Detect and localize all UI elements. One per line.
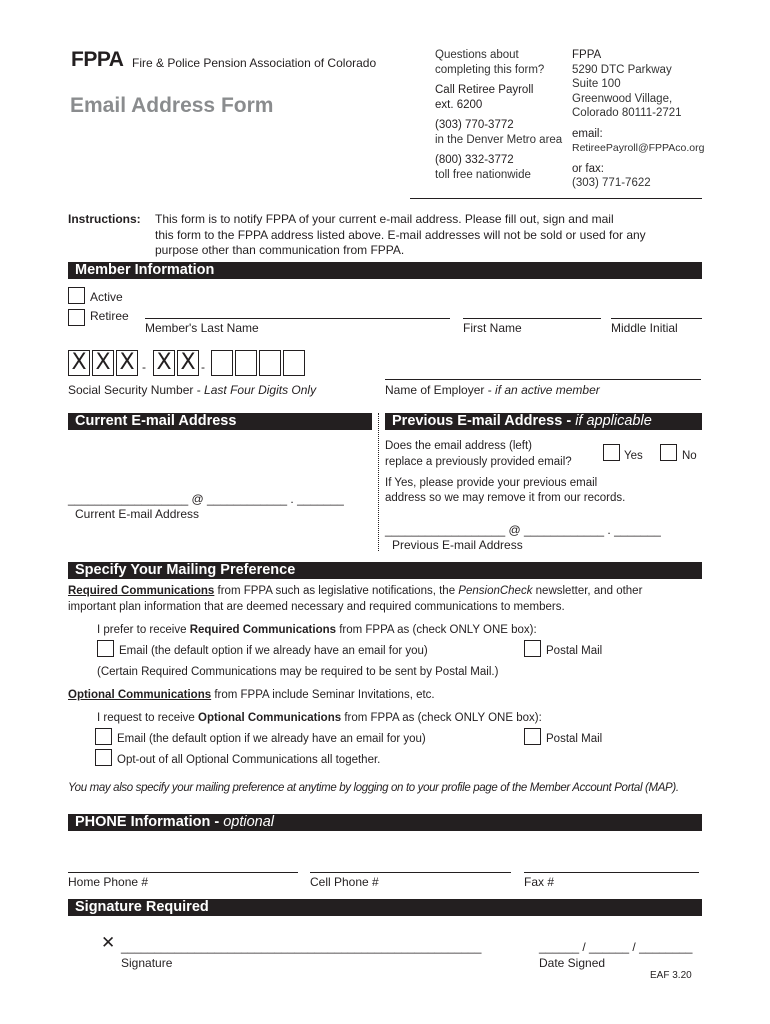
contact-info xyxy=(435,48,562,182)
opt-out-checkbox[interactable] xyxy=(95,749,112,766)
required-postal-label: Postal Mail xyxy=(546,645,603,657)
optional-request xyxy=(97,711,542,725)
signature-label: Signature xyxy=(121,956,173,970)
optional-request-bold: Optional Communications xyxy=(198,712,342,724)
fppa-logo: FPPA xyxy=(71,48,124,71)
contact-phone-2-note: toll free nationwide xyxy=(435,168,531,181)
required-email-label: Email (the default option if we already have an email for you) xyxy=(119,645,428,657)
last-name-label: Member's Last Name xyxy=(145,321,259,335)
first-name-field[interactable] xyxy=(463,318,601,319)
ssn-mask-1: X xyxy=(68,350,90,376)
required-prefer-2: from FPPA as (check ONLY ONE box): xyxy=(336,624,537,636)
instructions-line-1: This form is to notify FPPA of your current e-mail address. Please fill out, sign and mail xyxy=(155,212,614,226)
address-line-2: Suite 100 xyxy=(572,78,621,90)
form-title: Email Address Form xyxy=(70,94,274,117)
retiree-label: Retiree xyxy=(90,309,129,323)
header-divider xyxy=(410,198,702,199)
instructions-line-2: this form to the FPPA address listed above. E-mail addresses will not be sold or used for any xyxy=(155,228,646,242)
optional-email-checkbox[interactable] xyxy=(95,728,112,745)
retiree-checkbox[interactable] xyxy=(68,309,85,326)
employer-label-italic: if an active member xyxy=(495,383,600,397)
required-description-2: important plan information that are deemed necessary and required communications to members. xyxy=(68,601,565,613)
signature-header: Signature Required xyxy=(68,899,702,916)
optional-request-2: from FPPA as (check ONLY ONE box): xyxy=(341,712,542,724)
no-label: No xyxy=(682,450,697,462)
middle-initial-label: Middle Initial xyxy=(611,321,678,335)
required-text-1: from FPPA such as legislative notifications, the xyxy=(214,585,459,597)
required-prefer-1: I prefer to receive xyxy=(97,624,190,636)
optional-postal-checkbox[interactable] xyxy=(524,728,541,745)
email-label: email: xyxy=(572,127,603,140)
fax-label: or fax: xyxy=(572,162,604,175)
ssn-dash-1: - xyxy=(142,360,146,374)
previous-email-title: Previous E-mail Address - xyxy=(392,413,576,429)
fax-number: (303) 771-7622 xyxy=(572,177,651,189)
date-label: Date Signed xyxy=(539,956,606,970)
optional-postal-label: Postal Mail xyxy=(546,733,603,745)
cell-phone-label: Cell Phone # xyxy=(310,875,379,889)
optional-request-1: I request to receive xyxy=(97,712,198,724)
ssn-mask-2: X xyxy=(92,350,114,376)
phone-info-header xyxy=(68,814,702,831)
yes-checkbox[interactable] xyxy=(603,444,620,461)
last-name-field[interactable] xyxy=(145,318,450,319)
ssn-digit-1[interactable] xyxy=(211,350,233,376)
contact-phone-1-note: in the Denver Metro area xyxy=(435,133,563,146)
required-postal-checkbox[interactable] xyxy=(524,640,541,657)
employer-label xyxy=(385,383,600,397)
mailing-preference-header: Specify Your Mailing Preference xyxy=(68,562,702,579)
address-name: FPPA xyxy=(572,49,602,61)
contact-question-1: Questions about xyxy=(435,49,519,61)
fax-label-field: Fax # xyxy=(524,875,555,889)
required-prefer-bold: Required Communications xyxy=(189,624,337,636)
address-line-4: Colorado 80111-2721 xyxy=(572,107,682,119)
required-email-checkbox[interactable] xyxy=(97,640,114,657)
home-phone-field[interactable] xyxy=(68,872,298,873)
ssn-digit-4[interactable] xyxy=(283,350,305,376)
ssn-mask-3: X xyxy=(116,350,138,376)
contact-question-2: completing this form? xyxy=(435,63,545,76)
employer-field[interactable] xyxy=(385,379,701,380)
ssn-dash-2: - xyxy=(201,360,205,374)
required-note: (Certain Required Communications may be required to be sent by Postal Mail.) xyxy=(97,666,499,678)
fax-field[interactable] xyxy=(524,872,699,873)
ssn-label-italic: Last Four Digits Only xyxy=(204,383,317,397)
home-phone-label: Home Phone # xyxy=(68,875,149,889)
signature-x-icon: ✕ xyxy=(101,933,116,953)
required-text-2: newsletter, and other xyxy=(532,585,643,597)
ssn-label-text: Social Security Number - xyxy=(68,383,205,397)
map-note: You may also specify your mailing preference at anytime by logging on to your profile page of the Member Account Portal (MAP). xyxy=(68,782,679,794)
required-prefer xyxy=(97,623,537,637)
replace-question-2: replace a previously provided email? xyxy=(385,456,572,468)
instructions-label: Instructions: xyxy=(68,212,141,226)
previous-email-field[interactable]: __________________ @ ____________ . _______ xyxy=(385,523,661,537)
address-line-1: 5290 DTC Parkway xyxy=(572,63,672,76)
ssn-label xyxy=(68,383,316,397)
form-code: EAF 3.20 xyxy=(650,970,692,981)
active-label: Active xyxy=(90,290,123,304)
first-name-label: First Name xyxy=(463,321,522,335)
middle-initial-field[interactable] xyxy=(611,318,702,319)
opt-out-label: Opt-out of all Optional Communications all together. xyxy=(117,754,381,766)
phone-title-italic: optional xyxy=(223,814,275,830)
optional-heading: Optional Communications xyxy=(68,689,212,701)
optional-text: from FPPA include Seminar Invitations, etc. xyxy=(211,689,435,701)
pensioncheck-text: PensionCheck xyxy=(458,585,533,597)
optional-email-label: Email (the default option if we already have an email for you) xyxy=(117,733,426,745)
no-checkbox[interactable] xyxy=(660,444,677,461)
ssn-digit-2[interactable] xyxy=(235,350,257,376)
org-name: Fire & Police Pension Association of Colorado xyxy=(132,56,377,70)
cell-phone-field[interactable] xyxy=(310,872,511,873)
active-checkbox[interactable] xyxy=(68,287,85,304)
previous-email-label: Previous E-mail Address xyxy=(392,538,523,552)
contact-call-1: Call Retiree Payroll xyxy=(435,84,534,96)
ssn-digit-3[interactable] xyxy=(259,350,281,376)
previous-note-1: If Yes, please provide your previous email xyxy=(385,477,598,489)
yes-label: Yes xyxy=(624,450,643,462)
signature-field[interactable]: ______________________________________________________ xyxy=(121,940,482,954)
previous-email-header xyxy=(385,413,702,430)
date-field[interactable]: ______ / ______ / ________ xyxy=(539,940,693,954)
mailing-address xyxy=(572,48,704,191)
current-email-header: Current E-mail Address xyxy=(68,413,372,430)
employer-label-text: Name of Employer - xyxy=(385,383,496,397)
current-email-label: Current E-mail Address xyxy=(75,507,200,521)
instructions-line-3: purpose other than communication from FPPA. xyxy=(155,243,405,257)
contact-phone-2: (800) 332-3772 xyxy=(435,154,514,166)
previous-note-2: address so we may remove it from our records. xyxy=(385,492,626,504)
contact-phone-1: (303) 770-3772 xyxy=(435,119,514,131)
replace-question-1: Does the email address (left) xyxy=(385,440,533,452)
previous-email-title-italic: if applicable xyxy=(575,413,652,429)
phone-title: PHONE Information - xyxy=(75,814,224,830)
optional-description xyxy=(68,688,435,702)
ssn-mask-4: X xyxy=(153,350,175,376)
address-line-3: Greenwood Village, xyxy=(572,92,673,105)
contact-call-2: ext. 6200 xyxy=(435,98,483,111)
email-address: RetireePayroll@FPPAco.org xyxy=(572,142,705,154)
current-email-field[interactable]: __________________ @ ____________ . _______ xyxy=(68,492,344,506)
required-description-1 xyxy=(68,584,642,598)
column-divider xyxy=(378,413,379,551)
ssn-mask-5: X xyxy=(177,350,199,376)
required-heading: Required Communications xyxy=(68,585,215,597)
member-info-header: Member Information xyxy=(68,262,702,279)
